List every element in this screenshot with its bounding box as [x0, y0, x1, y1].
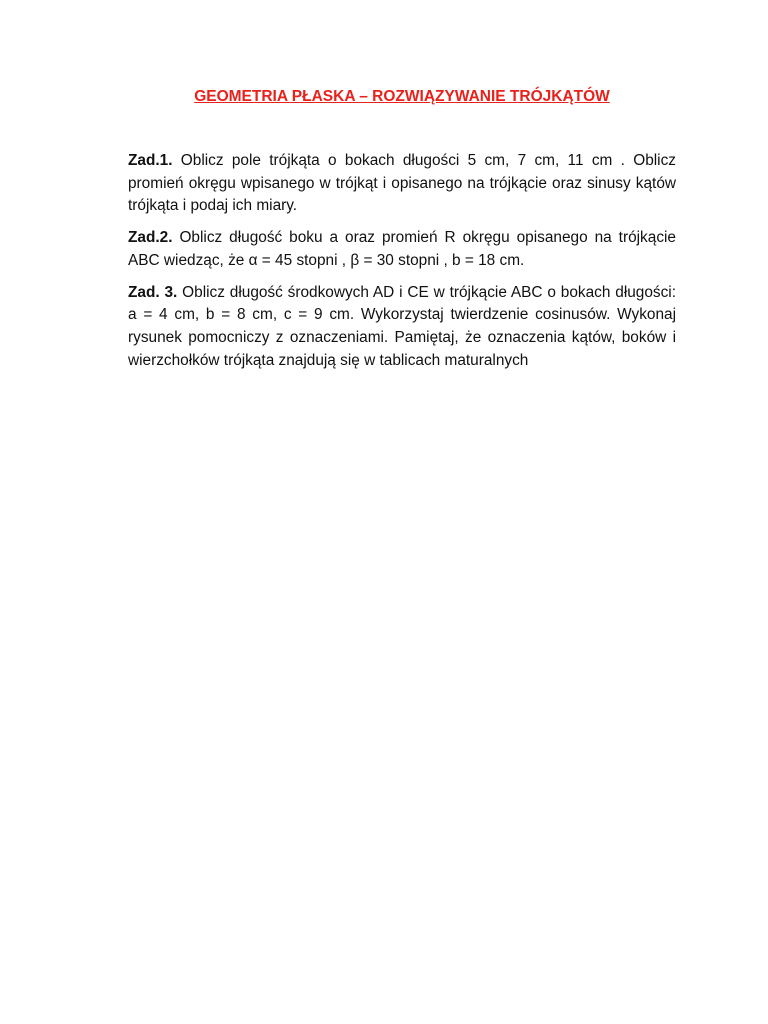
task-3-label: Zad. 3.	[128, 283, 178, 301]
document-title: GEOMETRIA PŁASKA – ROZWIĄZYWANIE TRÓJKĄTÓW	[194, 88, 610, 105]
task-list	[128, 150, 676, 381]
task-1-text: Oblicz pole trójkąta o bokach długości 5 cm, 7 cm, 11 cm . Oblicz promień okręgu wpisanego w trójkąt i opisanego na trójkącie oraz sinusy kątów trójkąta i podaj ich miary.	[128, 152, 676, 215]
task-1	[128, 150, 676, 218]
task-2-label: Zad.2.	[128, 229, 173, 247]
task-3	[128, 282, 676, 373]
task-1-label: Zad.1.	[128, 152, 173, 169]
task-3-text: Oblicz długość środkowych AD i CE w trójkącie ABC o bokach długości: a = 4 cm, b = 8 cm, c = 9 cm. Wykorzystaj twierdzenie cosinusów. Wykonaj rysunek pomocniczy z oznaczeniami. Pamiętaj, że oznaczenia kątów, boków i wierzchołków trójkąta znajdują się w tablicach maturalnych	[128, 283, 676, 369]
task-2-text: Oblicz długość boku a oraz promień R okręgu opisanego na trójkącie ABC wiedząc, że α = 45 stopni , β = 30 stopni , b = 18 cm.	[128, 229, 676, 269]
task-2	[128, 227, 676, 272]
